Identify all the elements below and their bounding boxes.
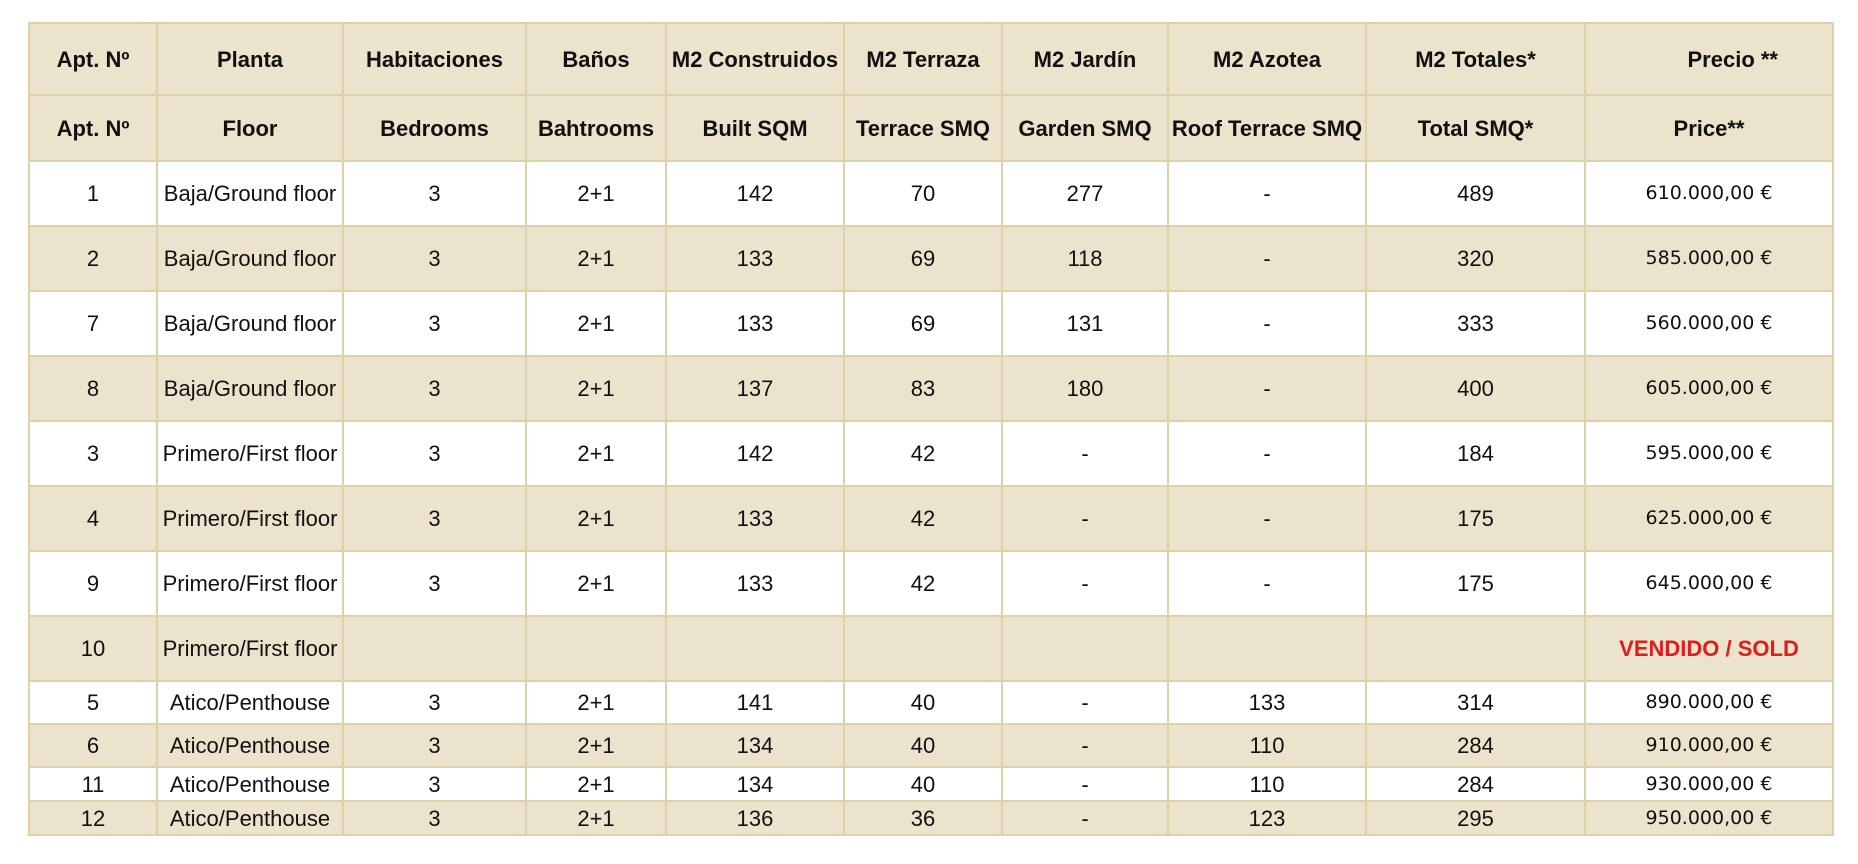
floor-cell: Primero/First floor [157, 551, 343, 616]
table-row [29, 551, 1833, 616]
bedrooms-cell: 3 [343, 421, 526, 486]
garden-sqm-cell: - [1002, 724, 1168, 767]
header-es-cell: M2 Azotea [1168, 23, 1366, 95]
garden-sqm-cell: 118 [1002, 226, 1168, 291]
total-sqm-cell: 314 [1366, 681, 1585, 724]
header-es-cell: Apt. Nº [29, 23, 157, 95]
header-es-cell: Baños [526, 23, 666, 95]
apt-number-cell: 7 [29, 291, 157, 356]
apt-number-cell: 12 [29, 801, 157, 835]
header-en-cell: Floor [157, 95, 343, 161]
price-cell: 890.000,00 € [1585, 681, 1833, 724]
bathrooms-cell [526, 616, 666, 681]
price-cell: 910.000,00 € [1585, 724, 1833, 767]
bathrooms-cell: 2+1 [526, 161, 666, 226]
apt-number-cell: 4 [29, 486, 157, 551]
price-cell: 645.000,00 € [1585, 551, 1833, 616]
bathrooms-cell: 2+1 [526, 356, 666, 421]
terrace-sqm-cell: 83 [844, 356, 1002, 421]
header-es-cell: Planta [157, 23, 343, 95]
built-sqm-cell: 142 [666, 161, 844, 226]
total-sqm-cell: 184 [1366, 421, 1585, 486]
floor-cell: Baja/Ground floor [157, 291, 343, 356]
terrace-sqm-cell: 42 [844, 421, 1002, 486]
total-sqm-cell: 175 [1366, 486, 1585, 551]
header-en-cell: Apt. Nº [29, 95, 157, 161]
sold-status-badge: VENDIDO / SOLD [1585, 616, 1833, 681]
header-en-cell: Bahtrooms [526, 95, 666, 161]
built-sqm-cell: 134 [666, 767, 844, 801]
apt-number-cell: 2 [29, 226, 157, 291]
built-sqm-cell: 141 [666, 681, 844, 724]
floor-cell: Baja/Ground floor [157, 226, 343, 291]
built-sqm-cell: 142 [666, 421, 844, 486]
apt-number-cell: 1 [29, 161, 157, 226]
terrace-sqm-cell: 36 [844, 801, 1002, 835]
header-en-cell: Roof Terrace SMQ [1168, 95, 1366, 161]
terrace-sqm-cell [844, 616, 1002, 681]
built-sqm-cell [666, 616, 844, 681]
price-cell: 585.000,00 € [1585, 226, 1833, 291]
header-es-cell: M2 Totales* [1366, 23, 1585, 95]
bedrooms-cell: 3 [343, 681, 526, 724]
header-es-cell: Habitaciones [343, 23, 526, 95]
price-cell: 560.000,00 € [1585, 291, 1833, 356]
apartment-price-table [28, 22, 1834, 836]
table-row [29, 421, 1833, 486]
apt-number-cell: 3 [29, 421, 157, 486]
roof-terrace-sqm-cell: - [1168, 356, 1366, 421]
floor-cell: Baja/Ground floor [157, 161, 343, 226]
bathrooms-cell: 2+1 [526, 421, 666, 486]
bathrooms-cell: 2+1 [526, 767, 666, 801]
roof-terrace-sqm-cell: - [1168, 226, 1366, 291]
header-es-cell: Precio ** [1585, 23, 1833, 95]
garden-sqm-cell: 277 [1002, 161, 1168, 226]
floor-cell: Primero/First floor [157, 486, 343, 551]
total-sqm-cell: 284 [1366, 724, 1585, 767]
floor-cell: Atico/Penthouse [157, 767, 343, 801]
garden-sqm-cell: 180 [1002, 356, 1168, 421]
terrace-sqm-cell: 40 [844, 681, 1002, 724]
total-sqm-cell: 489 [1366, 161, 1585, 226]
bedrooms-cell: 3 [343, 767, 526, 801]
floor-cell: Atico/Penthouse [157, 801, 343, 835]
header-row-es [29, 23, 1833, 95]
bedrooms-cell: 3 [343, 356, 526, 421]
table-row [29, 291, 1833, 356]
bathrooms-cell: 2+1 [526, 551, 666, 616]
terrace-sqm-cell: 40 [844, 724, 1002, 767]
garden-sqm-cell: 131 [1002, 291, 1168, 356]
terrace-sqm-cell: 70 [844, 161, 1002, 226]
built-sqm-cell: 133 [666, 486, 844, 551]
roof-terrace-sqm-cell: 123 [1168, 801, 1366, 835]
roof-terrace-sqm-cell: - [1168, 161, 1366, 226]
built-sqm-cell: 136 [666, 801, 844, 835]
roof-terrace-sqm-cell: 110 [1168, 724, 1366, 767]
floor-cell: Primero/First floor [157, 421, 343, 486]
apt-number-cell: 11 [29, 767, 157, 801]
price-cell: 610.000,00 € [1585, 161, 1833, 226]
price-cell: 950.000,00 € [1585, 801, 1833, 835]
terrace-sqm-cell: 69 [844, 291, 1002, 356]
bedrooms-cell: 3 [343, 226, 526, 291]
header-en-cell: Bedrooms [343, 95, 526, 161]
table-row [29, 161, 1833, 226]
bedrooms-cell: 3 [343, 551, 526, 616]
table-row [29, 226, 1833, 291]
floor-cell: Baja/Ground floor [157, 356, 343, 421]
price-cell: 605.000,00 € [1585, 356, 1833, 421]
roof-terrace-sqm-cell: - [1168, 291, 1366, 356]
total-sqm-cell [1366, 616, 1585, 681]
table-row [29, 681, 1833, 724]
bathrooms-cell: 2+1 [526, 486, 666, 551]
header-en-cell: Garden SMQ [1002, 95, 1168, 161]
bathrooms-cell: 2+1 [526, 226, 666, 291]
table-row [29, 616, 1833, 681]
header-en-cell: Terrace SMQ [844, 95, 1002, 161]
floor-cell: Atico/Penthouse [157, 724, 343, 767]
price-cell: 930.000,00 € [1585, 767, 1833, 801]
apt-number-cell: 9 [29, 551, 157, 616]
garden-sqm-cell: - [1002, 767, 1168, 801]
roof-terrace-sqm-cell: - [1168, 421, 1366, 486]
roof-terrace-sqm-cell: - [1168, 486, 1366, 551]
terrace-sqm-cell: 69 [844, 226, 1002, 291]
roof-terrace-sqm-cell: - [1168, 551, 1366, 616]
total-sqm-cell: 333 [1366, 291, 1585, 356]
bedrooms-cell [343, 616, 526, 681]
apt-number-cell: 5 [29, 681, 157, 724]
total-sqm-cell: 320 [1366, 226, 1585, 291]
table-row [29, 486, 1833, 551]
garden-sqm-cell [1002, 616, 1168, 681]
table-row [29, 767, 1833, 801]
header-row-en [29, 95, 1833, 161]
built-sqm-cell: 137 [666, 356, 844, 421]
floor-cell: Atico/Penthouse [157, 681, 343, 724]
garden-sqm-cell: - [1002, 486, 1168, 551]
floor-cell: Primero/First floor [157, 616, 343, 681]
total-sqm-cell: 400 [1366, 356, 1585, 421]
built-sqm-cell: 133 [666, 291, 844, 356]
header-es-cell: M2 Terraza [844, 23, 1002, 95]
bedrooms-cell: 3 [343, 291, 526, 356]
header-es-cell: M2 Jardín [1002, 23, 1168, 95]
bathrooms-cell: 2+1 [526, 801, 666, 835]
bathrooms-cell: 2+1 [526, 724, 666, 767]
garden-sqm-cell: - [1002, 551, 1168, 616]
header-en-cell: Built SQM [666, 95, 844, 161]
roof-terrace-sqm-cell: 110 [1168, 767, 1366, 801]
table-row [29, 801, 1833, 835]
terrace-sqm-cell: 42 [844, 486, 1002, 551]
built-sqm-cell: 134 [666, 724, 844, 767]
bedrooms-cell: 3 [343, 801, 526, 835]
header-es-cell: M2 Construidos [666, 23, 844, 95]
terrace-sqm-cell: 42 [844, 551, 1002, 616]
bedrooms-cell: 3 [343, 486, 526, 551]
bathrooms-cell: 2+1 [526, 681, 666, 724]
garden-sqm-cell: - [1002, 421, 1168, 486]
apt-number-cell: 8 [29, 356, 157, 421]
header-en-cell: Price** [1585, 95, 1833, 161]
table-row [29, 356, 1833, 421]
price-cell: 625.000,00 € [1585, 486, 1833, 551]
table-row [29, 724, 1833, 767]
header-en-cell: Total SMQ* [1366, 95, 1585, 161]
apt-number-cell: 6 [29, 724, 157, 767]
apt-number-cell: 10 [29, 616, 157, 681]
total-sqm-cell: 175 [1366, 551, 1585, 616]
total-sqm-cell: 284 [1366, 767, 1585, 801]
bedrooms-cell: 3 [343, 161, 526, 226]
built-sqm-cell: 133 [666, 226, 844, 291]
total-sqm-cell: 295 [1366, 801, 1585, 835]
terrace-sqm-cell: 40 [844, 767, 1002, 801]
price-cell: 595.000,00 € [1585, 421, 1833, 486]
garden-sqm-cell: - [1002, 681, 1168, 724]
built-sqm-cell: 133 [666, 551, 844, 616]
garden-sqm-cell: - [1002, 801, 1168, 835]
roof-terrace-sqm-cell [1168, 616, 1366, 681]
bathrooms-cell: 2+1 [526, 291, 666, 356]
bedrooms-cell: 3 [343, 724, 526, 767]
roof-terrace-sqm-cell: 133 [1168, 681, 1366, 724]
